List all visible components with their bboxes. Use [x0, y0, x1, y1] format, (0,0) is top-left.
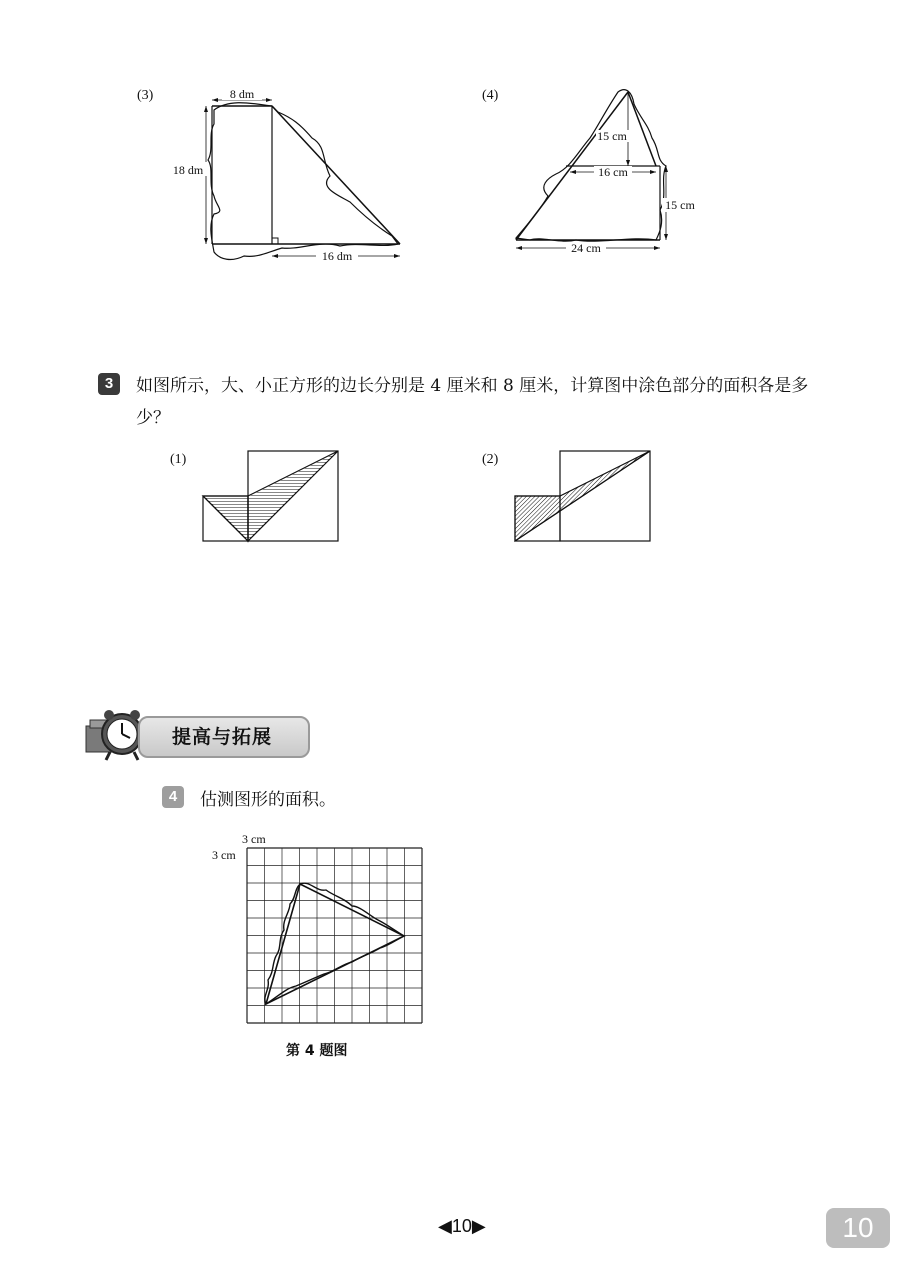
question-4-badge: 4 [162, 786, 184, 808]
figure-3-diagram [160, 86, 420, 276]
question-4-text: 估测图形的面积。 [200, 790, 336, 810]
fig4-side-dim: 15 cm [665, 198, 695, 212]
figure-4-diagram [500, 84, 710, 256]
fig4-height-dim: 15 cm [597, 129, 627, 143]
fig3-bottom-dim: 16 dm [321, 249, 353, 263]
fig4-bottom-dim: 24 cm [571, 241, 601, 255]
grid-y-unit-label: 3 cm [212, 848, 236, 862]
q3-figure-1-label: (1) [170, 452, 187, 467]
figure-3-label: (3) [137, 88, 154, 103]
question-3-text: 如图所示，大、小正方形的边长分别是 4 厘米和 8 厘米，计算图中涂色部分的面积各是多少？ [136, 376, 809, 428]
next-page-icon: ▶ [471, 1216, 486, 1236]
q3-figure-2 [508, 445, 658, 547]
corner-page-number: 10 [826, 1208, 890, 1248]
q3-figure-2-label: (2) [482, 452, 499, 467]
page-number-text: 10 [451, 1216, 472, 1236]
estimation-grid [240, 842, 430, 1032]
figure-4-caption: 第 4 题图 [286, 1043, 348, 1059]
section-title: 提高与拓展 [172, 726, 273, 748]
question-3-badge: 3 [98, 373, 120, 395]
grid-x-unit-label: 3 cm [242, 832, 266, 846]
fig3-side-dim: 18 dm [172, 163, 204, 177]
fig3-top-dim: 8 dm [229, 87, 255, 101]
prev-page-icon: ◀ [438, 1216, 452, 1236]
page-number [438, 1216, 486, 1237]
figure-4-label: (4) [482, 88, 499, 103]
q3-figure-1 [196, 445, 346, 547]
fig4-middle-dim: 16 cm [598, 165, 628, 179]
